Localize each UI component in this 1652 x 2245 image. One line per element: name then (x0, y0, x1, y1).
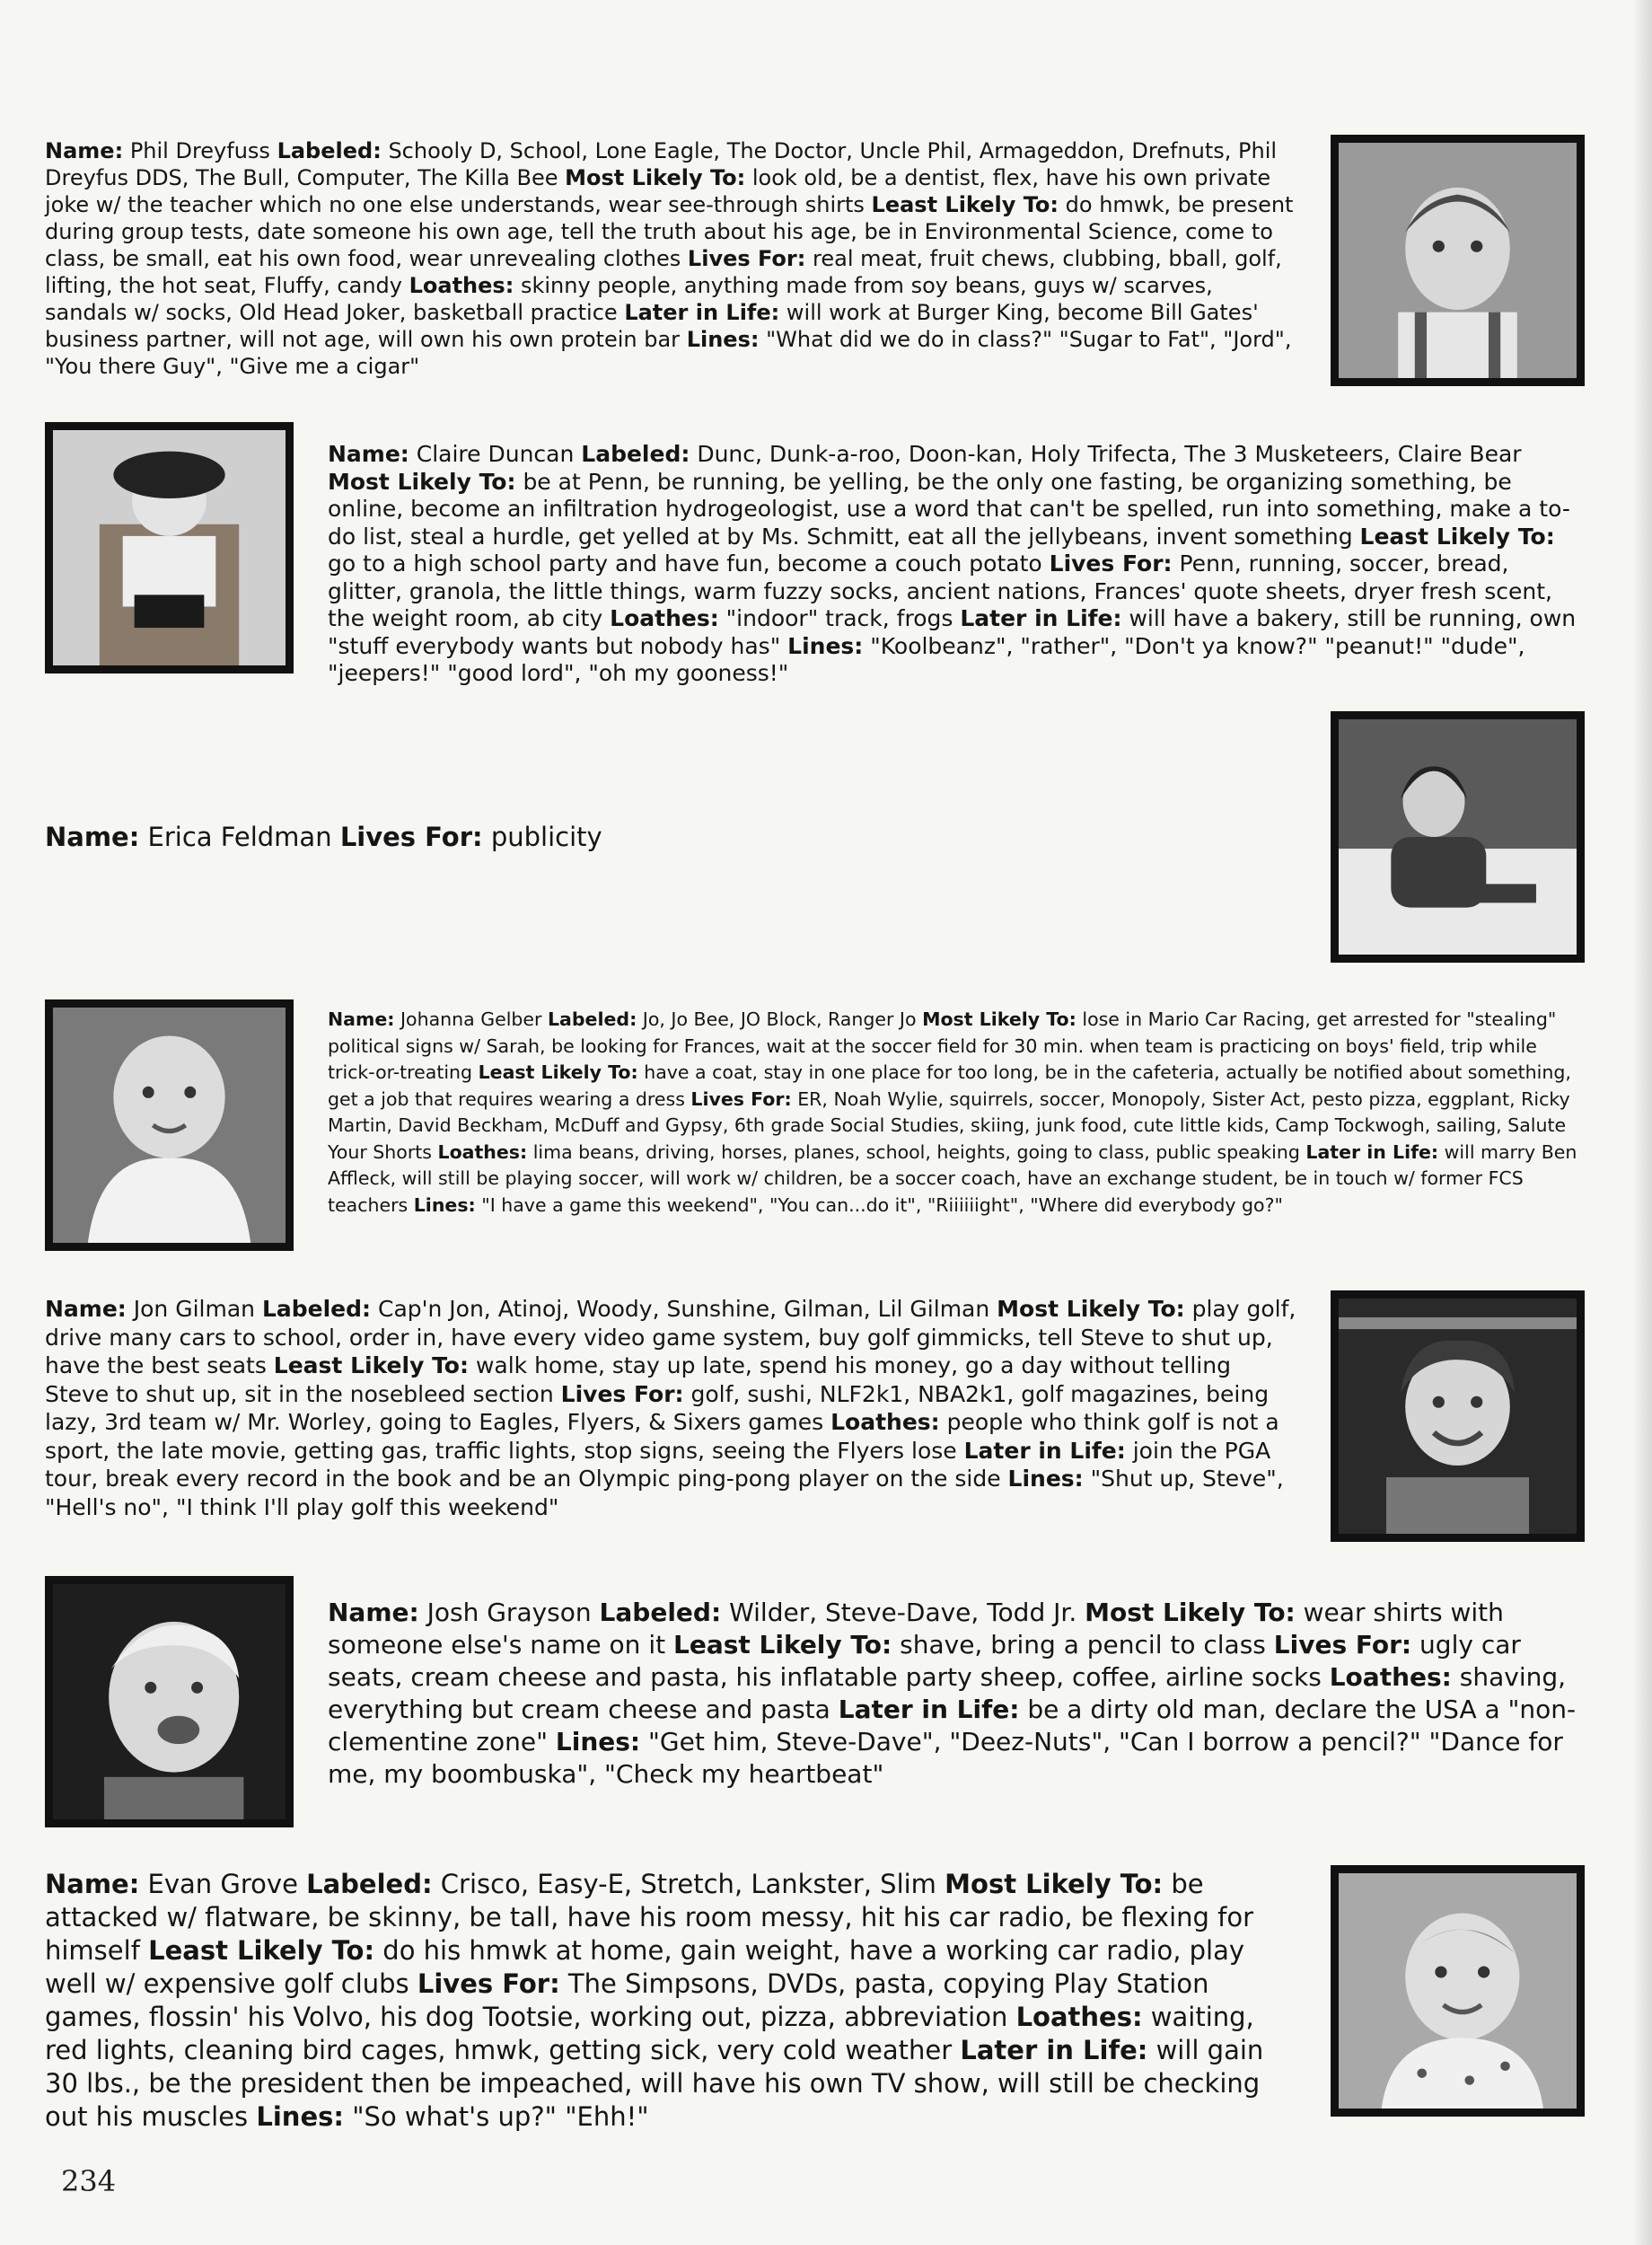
loathes-value: "indoor" track, frogs (725, 605, 953, 631)
most-likely-value: be at Penn, be running, be yelling, be the only one fasting, be organizing something, be online, become an infiltration hydrogeologist, use a word that can't be spelled, run into something, make a to-do list, steal a hurdle, get yelled at by Ms. Schmitt, eat all the jellybeans, invent something (328, 468, 1570, 550)
label-most-likely: Most Likely To: (945, 1869, 1164, 1899)
label-later-in-life: Later in Life: (1305, 1140, 1439, 1163)
baby-photo-icon (53, 430, 286, 665)
student-photo-jon-gilman (1331, 1290, 1585, 1542)
label-most-likely: Most Likely To: (1085, 1598, 1296, 1627)
student-photo-claire-duncan (45, 422, 294, 674)
page-edge-shadow (1632, 0, 1652, 2245)
later-in-life-value: will work at Burger King, become Bill Gates' business partner, will not age, will own his own protein bar (45, 300, 1259, 352)
label-least-likely: Least Likely To: (478, 1061, 638, 1083)
label-lives-for: Lives For: (687, 246, 806, 271)
baby-photo-icon (53, 1008, 286, 1243)
later-in-life-value: will have a bakery, still be running, own "stuff everybody wants but nobody has" (328, 605, 1577, 659)
label-labeled: Labeled: (547, 1008, 637, 1030)
later-in-life-value: join the PGA tour, break every record in the book and be an Olympic ping-pong player on the side (45, 1437, 1271, 1492)
most-likely-value: be attacked w/ flatware, be skinny, be tall, have his room messy, hit his car radio, be flexing for himself (45, 1869, 1254, 1966)
least-likely-value: shave, bring a pencil to class (900, 1630, 1266, 1660)
student-photo-erica-feldman (1331, 711, 1585, 963)
label-lines: Lines: (413, 1193, 476, 1216)
entry-claire-duncan (328, 441, 1585, 688)
lines-value: "Shut up, Steve", "Hell's no", "I think I'll play golf this weekend" (45, 1466, 1284, 1520)
student-photo-evan-grove (1331, 1865, 1585, 2117)
label-name: Name: (45, 822, 140, 852)
label-least-likely: Least Likely To: (871, 192, 1059, 217)
later-in-life-value: will marry Ben Affleck, will still be playing soccer, will work w/ children, be a soccer coach, have an exchange student, be in touch w/ former FCS teachers (328, 1140, 1577, 1216)
label-loathes: Loathes: (830, 1409, 940, 1435)
entry-text (328, 441, 1585, 688)
lives-for-value: golf, sushi, NLF2k1, NBA2k1, golf magazines, being lazy, 3rd team w/ Mr. Worley, going to Eagles, Flyers, & Sixers games (45, 1380, 1270, 1435)
label-most-likely: Most Likely To: (922, 1008, 1076, 1030)
entry-jon-gilman (45, 1295, 1302, 1521)
baby-photo-icon (1339, 143, 1577, 378)
labeled-value: Crisco, Easy-E, Stretch, Lankster, Slim (440, 1869, 936, 1899)
label-lines: Lines: (555, 1727, 641, 1756)
lives-for-value: real meat, fruit chews, clubbing, bball, golf, lifting, the hot seat, Fluffy, candy (45, 246, 1282, 298)
loathes-value: lima beans, driving, horses, planes, school, heights, going to class, public speaking (532, 1140, 1300, 1163)
lines-value: "So what's up?" "Ehh!" (352, 2101, 649, 2132)
label-least-likely: Least Likely To: (672, 1630, 892, 1660)
lines-value: "Get him, Steve-Dave", "Deez-Nuts", "Can I borrow a pencil?" "Dance for me, my boombuska", "Check my heartbeat" (328, 1727, 1563, 1789)
lives-for-value: The Simpsons, DVDs, pasta, copying Play Station games, flossin' his Volvo, his dog Tootsie, working out, pizza, abbreviation (45, 1968, 1209, 2032)
most-likely-value: lose in Mario Car Racing, get arrested for "stealing" political signs w/ Sarah, be looking for Frances, wait at the soccer field for 30 min. when team is practicing on boys' field, trip while trick-or-treating (328, 1008, 1557, 1083)
label-loathes: Loathes: (1329, 1662, 1452, 1692)
label-lives-for: Lives For: (1273, 1630, 1412, 1660)
label-most-likely: Most Likely To: (997, 1296, 1185, 1322)
loathes-value: people who think golf is not a sport, the late movie, getting gas, traffic lights, stop signs, seeing the Flyers lose (45, 1409, 1279, 1464)
baby-photo-icon (53, 1584, 286, 1819)
label-name: Name: (45, 1869, 140, 1899)
student-name: Jon Gilman (133, 1296, 255, 1322)
label-loathes: Loathes: (409, 273, 514, 298)
loathes-value: shaving, everything but cream cheese and pasta (328, 1662, 1567, 1724)
student-photo-johanna-gelber (45, 999, 294, 1251)
label-lines: Lines: (1007, 1466, 1084, 1492)
entry-text (328, 1597, 1585, 1791)
label-labeled: Labeled: (306, 1869, 433, 1899)
label-later-in-life: Later in Life: (838, 1695, 1020, 1724)
label-name: Name: (45, 1296, 127, 1322)
student-name: Phil Dreyfuss (129, 138, 270, 163)
entry-text (45, 137, 1297, 380)
label-lives-for: Lives For: (339, 822, 483, 852)
lives-for-value: publicity (490, 822, 602, 852)
later-in-life-value: will gain 30 lbs., be the president then be impeached, will have his own TV show, will still be checking out his muscles (45, 2035, 1264, 2132)
label-later-in-life: Later in Life: (960, 605, 1122, 631)
least-likely-value: do his hmwk at home, gain weight, have a working car radio, play well w/ expensive golf clubs (45, 1935, 1245, 1999)
baby-photo-icon (1339, 1299, 1577, 1534)
loathes-value: waiting, red lights, cleaning bird cages, hmwk, getting sick, very cold weather (45, 2002, 1254, 2065)
label-loathes: Loathes: (610, 605, 719, 631)
entry-phil-dreyfuss (45, 137, 1297, 380)
labeled-value: Wilder, Steve-Dave, Todd Jr. (729, 1598, 1077, 1627)
student-name: Erica Feldman (147, 822, 332, 852)
baby-photo-icon (1339, 1873, 1577, 2109)
most-likely-value: look old, be a dentist, flex, have his own private joke w/ the teacher which no one else understands, wear see-through shirts (45, 165, 1271, 217)
labeled-value: Jo, Jo Bee, JO Block, Ranger Jo (642, 1008, 917, 1030)
lives-for-value: ugly car seats, cream cheese and pasta, his inflatable party sheep, coffee, airline socks (328, 1630, 1521, 1692)
label-labeled: Labeled: (599, 1598, 722, 1627)
labeled-value: Cap'n Jon, Atinoj, Woody, Sunshine, Gilman, Lil Gilman (377, 1296, 990, 1322)
student-photo-phil-dreyfuss (1331, 135, 1585, 386)
label-lines: Lines: (787, 632, 864, 659)
least-likely-value: have a coat, stay in one place for too long, be in the cafeteria, actually be notified about something, get a job that requires wearing a dress (328, 1061, 1571, 1110)
entry-text (45, 1295, 1302, 1521)
least-likely-value: do hmwk, be present during group tests, date someone his own age, tell the truth about his age, be in Environmental Science, come to class, be small, eat his own food, wear unrevealing clothes (45, 192, 1294, 271)
label-later-in-life: Later in Life: (960, 2035, 1148, 2065)
entry-erica-feldman (45, 822, 943, 852)
label-lives-for: Lives For: (560, 1380, 684, 1407)
student-name: Josh Grayson (426, 1598, 592, 1627)
label-most-likely: Most Likely To: (328, 468, 516, 495)
later-in-life-value: be a dirty old man, declare the USA a "non-clementine zone" (328, 1695, 1577, 1756)
lives-for-value: Penn, running, soccer, bread, glitter, granola, the little things, warm fuzzy socks, ancient nations, Frances' quote sheets, dryer fresh scent, the weight room, ab city (328, 550, 1552, 631)
lines-value: "I have a game this weekend", "You can...do it", "Riiiiiight", "Where did everybody go?" (481, 1193, 1283, 1216)
lines-value: "Koolbeanz", "rather", "Don't ya know?" "peanut!" "dude", "jeepers!" "good lord", "oh my gooness!" (328, 632, 1525, 686)
student-name: Claire Duncan (416, 441, 575, 467)
label-labeled: Labeled: (277, 138, 382, 163)
label-lines: Lines: (686, 327, 760, 352)
entry-text (45, 1868, 1302, 2134)
label-lives-for: Lives For: (1049, 550, 1173, 577)
entry-text (328, 1007, 1585, 1219)
label-loathes: Loathes: (1015, 2002, 1143, 2032)
label-most-likely: Most Likely To: (565, 165, 746, 190)
label-name: Name: (45, 138, 124, 163)
label-least-likely: Least Likely To: (1359, 523, 1555, 550)
label-lives-for: Lives For: (690, 1087, 792, 1110)
label-later-in-life: Later in Life: (624, 300, 780, 325)
student-name: Johanna Gelber (400, 1008, 542, 1030)
page-number: 234 (61, 2164, 117, 2198)
loathes-value: skinny people, anything made from soy beans, guys w/ scarves, sandals w/ socks, Old Head Joker, basketball practice (45, 273, 1213, 325)
label-name: Name: (328, 1598, 419, 1627)
baby-photo-icon (1339, 719, 1577, 955)
entry-evan-grove (45, 1868, 1302, 2134)
student-name: Evan Grove (147, 1869, 298, 1899)
entry-johanna-gelber (328, 1007, 1585, 1219)
entry-text (45, 822, 943, 852)
label-lives-for: Lives For: (417, 1968, 560, 1999)
label-later-in-life: Later in Life: (963, 1437, 1126, 1464)
least-likely-value: walk home, stay up late, spend his money, go a day without telling Steve to shut up, sit in the nosebleed section (45, 1352, 1231, 1407)
label-name: Name: (328, 1008, 395, 1030)
lines-value: "What did we do in class?" "Sugar to Fat", "Jord", "You there Guy", "Give me a cigar" (45, 327, 1292, 379)
labeled-value: Dunc, Dunk-a-roo, Doon-kan, Holy Trifecta, The 3 Musketeers, Claire Bear (697, 441, 1522, 467)
label-lines: Lines: (256, 2101, 344, 2132)
lives-for-value: ER, Noah Wylie, squirrels, soccer, Monopoly, Sister Act, pesto pizza, eggplant, Ricky Martin, David Beckham, McDuff and Gypsy, 6th grade Social Studies, skiing, junk food, cute little kids, Camp Tockwogh, sailing, Salute Your Shorts (328, 1087, 1570, 1163)
least-likely-value: go to a high school party and have fun, become a couch potato (328, 550, 1042, 577)
labeled-value: Schooly D, School, Lone Eagle, The Doctor, Uncle Phil, Armageddon, Drefnuts, Phil Dreyfus DDS, The Bull, Computer, The Killa Bee (45, 138, 1278, 190)
student-photo-josh-grayson (45, 1576, 294, 1827)
label-loathes: Loathes: (437, 1140, 528, 1163)
label-name: Name: (328, 441, 409, 467)
entry-josh-grayson (328, 1597, 1585, 1791)
most-likely-value: play golf, drive many cars to school, order in, have every video game system, buy golf gimmicks, tell Steve to shut up, have the best seats (45, 1296, 1296, 1378)
label-labeled: Labeled: (261, 1296, 372, 1322)
most-likely-value: wear shirts with someone else's name on it (328, 1598, 1504, 1660)
label-labeled: Labeled: (581, 441, 690, 467)
label-least-likely: Least Likely To: (148, 1935, 375, 1966)
label-least-likely: Least Likely To: (273, 1352, 469, 1378)
